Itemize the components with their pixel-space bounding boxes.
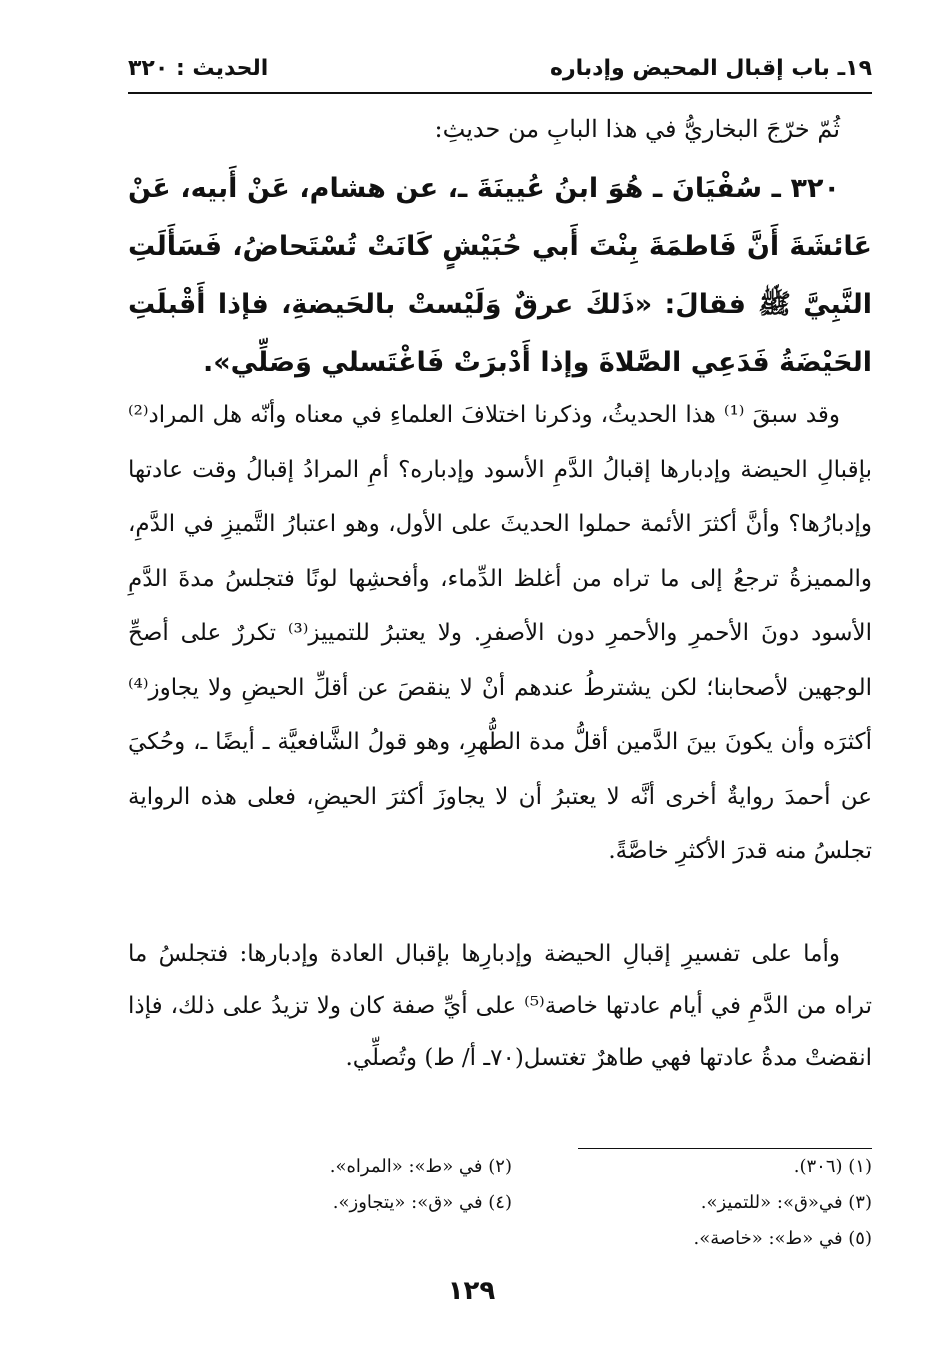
commentary-paragraph-1: وقد سبقَ ⁽¹⁾ هذا الحديثُ، وذكرنا اختلافَ العلماءِ في معناه وأنّه هل المراد⁽²⁾ بإقبالِ الحيضة وإدبارها إقبالُ الدَّمِ الأسود وإدباره؟ أمِ المرادُ إقبالُ وقت عادتها وإدبارُها؟ وأنَّ أكثرَ الأئمة حملوا الحديثَ على الأول، وهو اعتبارُ التَّميزِ في الدَّمِ، والمميزةُ ترجعُ إلى ما تراه من أغلظ الدِّماء، وأفحشِها لونًا فتجلسُ مدةَ الدَّمِ الأسود دونَ الأحمرِ والأحمرِ دون الأصفرِ. ولا يعتبرُ للتمييز⁽³⁾ تكررٌ على أصحِّ الوجهين لأصحابنا؛ لكن يشترطُ عندهم أنْ لا ينقصَ عن أقلِّ الحيضِ ولا يجاوز⁽⁴⁾ أكثرَه وأن يكونَ بينَ الدَّمين أقلُّ مدة الطُّهرِ، وهو قولُ الشَّافعيَّة ـ أيضًا ـ، وحُكيَ عن أحمدَ روايةٌ أخرى أنَّه لا يعتبرُ أن لا يجاوزَ أكثرَ الحيضِ، فعلى هذه الرواية تجلسُ منه قدرَ الأكثرِ خاصَّةً. — [128, 402, 872, 864]
footnote-row — [128, 1192, 872, 1228]
header-divider — [128, 92, 872, 94]
footnote-2: (٢) في «ط»: «المراه». — [329, 1156, 512, 1177]
footnote-1: (١) (٣٠٦). — [793, 1156, 872, 1177]
hadith-text: ٣٢٠ ـ سُفْيَانَ ـ هُوَ ابنُ عُيينَةَ ـ، عن هشام، عَنْ أَبيه، عَنْ عَائشَةَ أَنَّ فَاطمَةَ بِنْتَ أَبي حُبَيْشٍ كَانَتْ تُسْتَحاضُ، فَسَأَلَتِ النَّبِيَّ ﷺ فقالَ: «ذَلكَ عرقٌ وَلَيْستْ بالحَيضةِ، فإذا أَقْبلَتِ الحَيْضَةُ فَدَعِي الصَّلاةَ وإذا أَدْبرَتْ فَاغْتَسلي وَصَلِّي». — [128, 173, 872, 378]
running-header — [128, 52, 872, 90]
page-number: ١٢٩ — [447, 1276, 496, 1306]
footnote-4: (٤) في «ق»: «يتجاوز». — [332, 1192, 512, 1213]
commentary-paragraph-2: وأما على تفسيرِ إقبالِ الحيضة وإدبارِها بإقبال العادة وإدبارها: فتجلسُ ما تراه من الدَّمِ في أيام عادتها خاصة⁽⁵⁾ على أيِّ صفة كان ولا تزيدُ على ذلك، فإذا انقضتْ مدةُ عادتها فهي طاهرٌ تغتسل(٧٠ـ أ/ ط) وتُصلِّي. — [128, 941, 872, 1071]
footnote-divider — [578, 1148, 872, 1149]
footnote-row — [128, 1228, 872, 1264]
footnote-5: (٥) في «ط»: «خاصة». — [693, 1228, 872, 1249]
footnotes — [128, 1156, 872, 1264]
intro-line: ثُمّ خرّجَ البخاريُّ في هذا البابِ من حديثِ: — [434, 115, 840, 143]
chapter-title: ١٩ـ باب إقبال المحيض وإدباره — [549, 56, 872, 81]
hadith-reference: الحديث : ٣٢٠ — [128, 56, 269, 81]
footnote-3: (٣) في«ق»: «للتميز». — [700, 1192, 872, 1213]
footnote-row — [128, 1156, 872, 1192]
